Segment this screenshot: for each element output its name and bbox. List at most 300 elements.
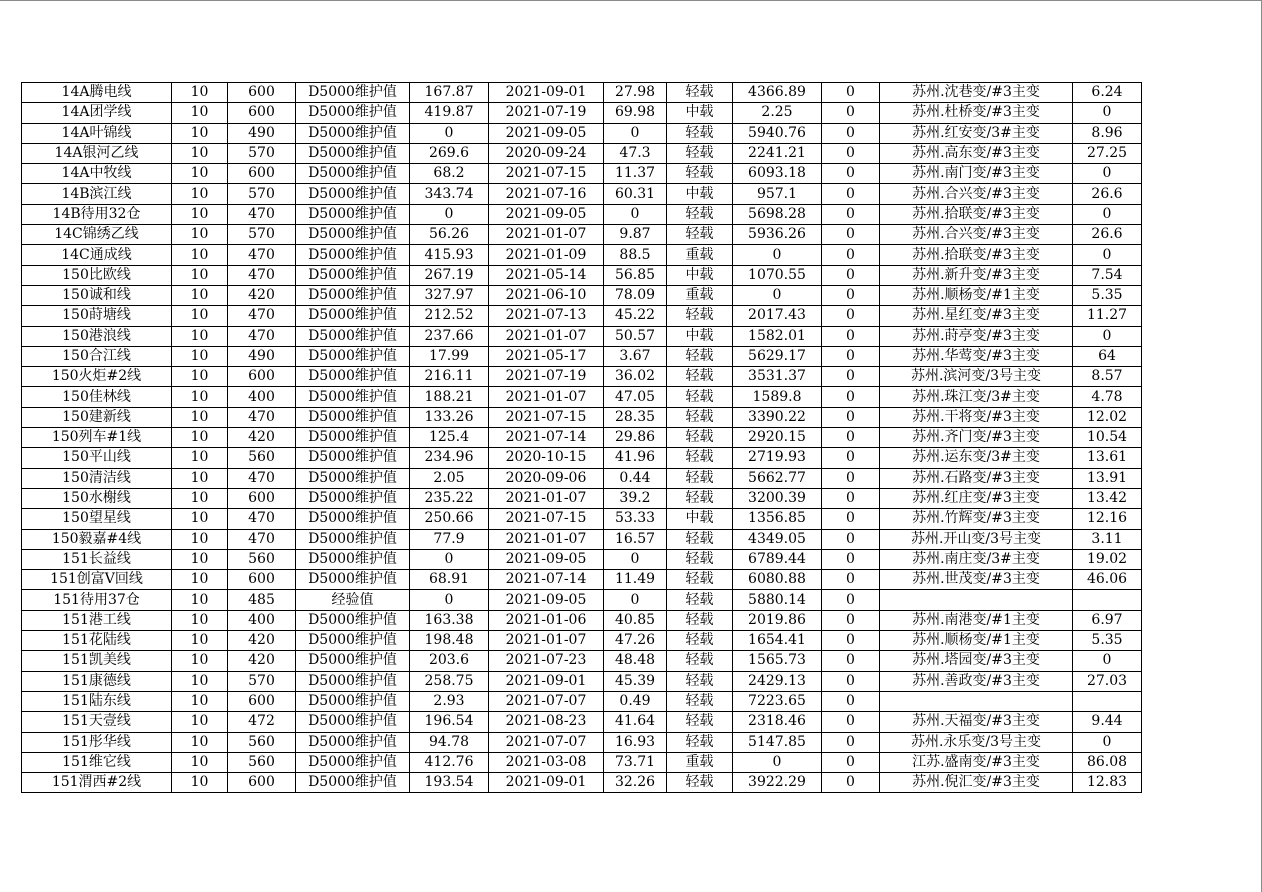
substation-cell: 苏州.石路变/#3主变 [880,468,1073,488]
rated-current-cell: 570 [228,671,296,691]
substation-cell: 苏州.新升变/#3主变 [880,265,1073,285]
voltage-cell: 10 [172,671,228,691]
date-cell: 2021-03-08 [489,752,604,772]
margin-cell: 6093.18 [733,164,822,184]
load-rate-cell: 27.98 [604,83,667,103]
value-cell: 5.35 [1073,631,1142,651]
table-row [22,509,1142,529]
date-cell: 2021-06-10 [489,285,604,305]
count-cell: 0 [822,143,880,163]
count-cell: 0 [822,651,880,671]
rated-current-cell: 570 [228,225,296,245]
substation-cell [880,691,1073,711]
value-cell: 0 [1073,103,1142,123]
source-cell: D5000维护值 [296,204,410,224]
table-row [22,367,1142,387]
current-cell: 343.74 [410,184,489,204]
margin-cell: 0 [733,285,822,305]
substation-cell: 苏州.善政变/#3主变 [880,671,1073,691]
load-rate-cell: 48.48 [604,651,667,671]
line-name-cell: 151陆东线 [22,691,172,711]
load-rate-cell: 3.67 [604,346,667,366]
substation-cell: 苏州.南庄变/3#主变 [880,549,1073,569]
rated-current-cell: 570 [228,143,296,163]
substation-cell: 苏州.合兴变/#3主变 [880,184,1073,204]
table-row [22,143,1142,163]
rated-current-cell: 600 [228,164,296,184]
rated-current-cell: 420 [228,428,296,448]
rated-current-cell: 470 [228,245,296,265]
table-row [22,570,1142,590]
current-cell: 2.93 [410,691,489,711]
margin-cell: 5629.17 [733,346,822,366]
current-cell: 167.87 [410,83,489,103]
source-cell: D5000维护值 [296,651,410,671]
voltage-cell: 10 [172,346,228,366]
table-row [22,752,1142,772]
line-name-cell: 151天壹线 [22,712,172,732]
load-status-cell: 轻载 [667,570,733,590]
load-status-cell: 轻载 [667,164,733,184]
table-row [22,590,1142,610]
count-cell: 0 [822,590,880,610]
current-cell: 196.54 [410,712,489,732]
count-cell: 0 [822,265,880,285]
substation-cell [880,590,1073,610]
voltage-cell: 10 [172,428,228,448]
load-rate-cell: 41.96 [604,448,667,468]
rated-current-cell: 490 [228,123,296,143]
value-cell: 0 [1073,164,1142,184]
rated-current-cell: 490 [228,346,296,366]
substation-cell: 苏州.滨河变/3号主变 [880,367,1073,387]
substation-cell: 苏州.竹辉变/#3主变 [880,509,1073,529]
table-row [22,225,1142,245]
count-cell: 0 [822,83,880,103]
count-cell: 0 [822,103,880,123]
table-row [22,103,1142,123]
date-cell: 2021-08-23 [489,712,604,732]
line-name-cell: 151康德线 [22,671,172,691]
source-cell: D5000维护值 [296,732,410,752]
load-rate-cell: 9.87 [604,225,667,245]
margin-cell: 2719.93 [733,448,822,468]
load-rate-cell: 45.22 [604,306,667,326]
load-rate-cell: 36.02 [604,367,667,387]
voltage-cell: 10 [172,488,228,508]
current-cell: 412.76 [410,752,489,772]
load-rate-cell: 0 [604,123,667,143]
count-cell: 0 [822,610,880,630]
count-cell: 0 [822,570,880,590]
value-cell: 64 [1073,346,1142,366]
count-cell: 0 [822,326,880,346]
load-rate-cell: 0 [604,204,667,224]
voltage-cell: 10 [172,285,228,305]
table-row [22,631,1142,651]
source-cell: D5000维护值 [296,346,410,366]
substation-cell: 苏州.高东变/#3主变 [880,143,1073,163]
load-status-cell: 轻载 [667,204,733,224]
load-rate-cell: 73.71 [604,752,667,772]
count-cell: 0 [822,306,880,326]
value-cell [1073,590,1142,610]
rated-current-cell: 470 [228,326,296,346]
source-cell: D5000维护值 [296,245,410,265]
rated-current-cell: 600 [228,488,296,508]
substation-cell: 苏州.南港变/#1主变 [880,610,1073,630]
margin-cell: 2920.15 [733,428,822,448]
load-status-cell: 轻载 [667,387,733,407]
table-row [22,651,1142,671]
load-rate-cell: 29.86 [604,428,667,448]
margin-cell: 1565.73 [733,651,822,671]
date-cell: 2021-01-09 [489,245,604,265]
line-name-cell: 151凯美线 [22,651,172,671]
current-cell: 163.38 [410,610,489,630]
count-cell: 0 [822,509,880,529]
voltage-cell: 10 [172,468,228,488]
date-cell: 2021-09-05 [489,590,604,610]
load-status-cell: 中载 [667,265,733,285]
margin-cell: 3531.37 [733,367,822,387]
value-cell: 3.11 [1073,529,1142,549]
value-cell: 12.02 [1073,407,1142,427]
rated-current-cell: 600 [228,103,296,123]
table-row [22,610,1142,630]
voltage-cell: 10 [172,529,228,549]
substation-cell: 苏州.合兴变/#3主变 [880,225,1073,245]
line-name-cell: 150港浪线 [22,326,172,346]
margin-cell: 3390.22 [733,407,822,427]
value-cell: 0 [1073,326,1142,346]
value-cell [1073,691,1142,711]
table-row [22,83,1142,103]
value-cell: 13.91 [1073,468,1142,488]
load-rate-cell: 78.09 [604,285,667,305]
load-rate-cell: 32.26 [604,773,667,793]
source-cell: D5000维护值 [296,103,410,123]
source-cell: D5000维护值 [296,773,410,793]
margin-cell: 5698.28 [733,204,822,224]
voltage-cell: 10 [172,164,228,184]
current-cell: 133.26 [410,407,489,427]
value-cell: 27.03 [1073,671,1142,691]
load-rate-cell: 50.57 [604,326,667,346]
current-cell: 258.75 [410,671,489,691]
source-cell: D5000维护值 [296,752,410,772]
load-rate-cell: 56.85 [604,265,667,285]
substation-cell: 江苏.盛南变/#3主变 [880,752,1073,772]
line-name-cell: 150毅嘉#4线 [22,529,172,549]
current-cell: 68.91 [410,570,489,590]
voltage-cell: 10 [172,143,228,163]
line-name-cell: 150合江线 [22,346,172,366]
substation-cell: 苏州.红安变/3#主变 [880,123,1073,143]
line-name-cell: 150比欧线 [22,265,172,285]
load-status-cell: 轻载 [667,691,733,711]
count-cell: 0 [822,488,880,508]
table-row [22,488,1142,508]
margin-cell: 4366.89 [733,83,822,103]
line-name-cell: 150诚和线 [22,285,172,305]
value-cell: 6.97 [1073,610,1142,630]
rated-current-cell: 470 [228,306,296,326]
source-cell: D5000维护值 [296,488,410,508]
margin-cell: 1654.41 [733,631,822,651]
margin-cell: 4349.05 [733,529,822,549]
current-cell: 68.2 [410,164,489,184]
margin-cell: 2.25 [733,103,822,123]
load-status-cell: 轻载 [667,407,733,427]
load-status-cell: 轻载 [667,773,733,793]
load-status-cell: 轻载 [667,468,733,488]
substation-cell: 苏州.杜桥变/#3主变 [880,103,1073,123]
voltage-cell: 10 [172,103,228,123]
current-cell: 216.11 [410,367,489,387]
date-cell: 2021-01-07 [489,529,604,549]
date-cell: 2020-09-24 [489,143,604,163]
date-cell: 2021-09-01 [489,773,604,793]
substation-cell: 苏州.拾联变/#3主变 [880,245,1073,265]
table-row [22,428,1142,448]
substation-cell: 苏州.珠江变/3#主变 [880,387,1073,407]
source-cell: D5000维护值 [296,306,410,326]
source-cell: D5000维护值 [296,225,410,245]
load-status-cell: 中载 [667,184,733,204]
voltage-cell: 10 [172,123,228,143]
current-cell: 250.66 [410,509,489,529]
source-cell: D5000维护值 [296,712,410,732]
date-cell: 2021-07-15 [489,509,604,529]
load-status-cell: 中载 [667,509,733,529]
load-rate-cell: 0.49 [604,691,667,711]
source-cell: D5000维护值 [296,164,410,184]
margin-cell: 5940.76 [733,123,822,143]
load-rate-cell: 47.3 [604,143,667,163]
load-rate-cell: 16.57 [604,529,667,549]
value-cell: 11.27 [1073,306,1142,326]
current-cell: 235.22 [410,488,489,508]
load-status-cell: 轻载 [667,631,733,651]
count-cell: 0 [822,123,880,143]
value-cell: 86.08 [1073,752,1142,772]
source-cell: D5000维护值 [296,407,410,427]
count-cell: 0 [822,773,880,793]
source-cell: D5000维护值 [296,387,410,407]
voltage-cell: 10 [172,265,228,285]
load-status-cell: 轻载 [667,346,733,366]
rated-current-cell: 560 [228,752,296,772]
source-cell: D5000维护值 [296,184,410,204]
value-cell: 8.96 [1073,123,1142,143]
date-cell: 2021-07-07 [489,691,604,711]
load-status-cell: 轻载 [667,367,733,387]
load-rate-cell: 11.37 [604,164,667,184]
value-cell: 26.6 [1073,225,1142,245]
current-cell: 17.99 [410,346,489,366]
value-cell: 13.42 [1073,488,1142,508]
current-cell: 125.4 [410,428,489,448]
load-rate-cell: 0 [604,590,667,610]
table-row [22,691,1142,711]
voltage-cell: 10 [172,448,228,468]
value-cell: 4.78 [1073,387,1142,407]
current-cell: 327.97 [410,285,489,305]
table-row [22,285,1142,305]
date-cell: 2021-07-07 [489,732,604,752]
date-cell: 2021-09-01 [489,83,604,103]
margin-cell: 6789.44 [733,549,822,569]
load-rate-cell: 53.33 [604,509,667,529]
rated-current-cell: 560 [228,549,296,569]
table-row [22,164,1142,184]
line-name-cell: 14A叶锦线 [22,123,172,143]
line-name-cell: 14C锦绣乙线 [22,225,172,245]
voltage-cell: 10 [172,631,228,651]
rated-current-cell: 470 [228,265,296,285]
load-rate-cell: 45.39 [604,671,667,691]
line-name-cell: 151花陆线 [22,631,172,651]
substation-cell: 苏州.南门变/#3主变 [880,164,1073,184]
line-name-cell: 14B待用32仓 [22,204,172,224]
table-row [22,326,1142,346]
source-cell: D5000维护值 [296,610,410,630]
current-cell: 269.6 [410,143,489,163]
date-cell: 2021-01-07 [489,225,604,245]
voltage-cell: 10 [172,184,228,204]
voltage-cell: 10 [172,367,228,387]
margin-cell: 5880.14 [733,590,822,610]
substation-cell: 苏州.莳亭变/#3主变 [880,326,1073,346]
substation-cell: 苏州.干将变/#3主变 [880,407,1073,427]
voltage-cell: 10 [172,732,228,752]
load-rate-cell: 88.5 [604,245,667,265]
line-name-cell: 150莳塘线 [22,306,172,326]
count-cell: 0 [822,164,880,184]
source-cell: D5000维护值 [296,143,410,163]
line-name-cell: 150水榭线 [22,488,172,508]
current-cell: 212.52 [410,306,489,326]
margin-cell: 0 [733,245,822,265]
substation-cell: 苏州.红庄变/#3主变 [880,488,1073,508]
margin-cell: 3200.39 [733,488,822,508]
substation-cell: 苏州.顺杨变/#1主变 [880,285,1073,305]
rated-current-cell: 472 [228,712,296,732]
line-name-cell: 150列车#1线 [22,428,172,448]
current-cell: 77.9 [410,529,489,549]
date-cell: 2021-01-07 [489,326,604,346]
date-cell: 2021-07-16 [489,184,604,204]
table-row [22,407,1142,427]
margin-cell: 6080.88 [733,570,822,590]
table-body [22,83,1142,793]
value-cell: 0 [1073,204,1142,224]
current-cell: 415.93 [410,245,489,265]
count-cell: 0 [822,752,880,772]
table-row [22,245,1142,265]
rated-current-cell: 400 [228,610,296,630]
rated-current-cell: 600 [228,773,296,793]
count-cell: 0 [822,367,880,387]
rated-current-cell: 470 [228,468,296,488]
margin-cell: 5147.85 [733,732,822,752]
margin-cell: 3922.29 [733,773,822,793]
substation-cell: 苏州.永乐变/3号主变 [880,732,1073,752]
date-cell: 2021-07-23 [489,651,604,671]
load-rate-cell: 47.05 [604,387,667,407]
current-cell: 0 [410,204,489,224]
date-cell: 2021-05-17 [489,346,604,366]
value-cell: 0 [1073,245,1142,265]
load-status-cell: 轻载 [667,83,733,103]
load-status-cell: 轻载 [667,671,733,691]
substation-cell: 苏州.天福变/#3主变 [880,712,1073,732]
voltage-cell: 10 [172,590,228,610]
table-row [22,123,1142,143]
count-cell: 0 [822,468,880,488]
substation-cell: 苏州.开山变/3号主变 [880,529,1073,549]
line-name-cell: 150平山线 [22,448,172,468]
date-cell: 2021-01-07 [489,387,604,407]
load-status-cell: 轻载 [667,225,733,245]
load-status-cell: 轻载 [667,590,733,610]
load-status-cell: 轻载 [667,549,733,569]
table-row [22,306,1142,326]
table-row [22,468,1142,488]
load-rate-cell: 28.35 [604,407,667,427]
count-cell: 0 [822,549,880,569]
source-cell: D5000维护值 [296,509,410,529]
voltage-cell: 10 [172,326,228,346]
value-cell: 12.83 [1073,773,1142,793]
page-top-edge [0,0,1262,1]
rated-current-cell: 600 [228,83,296,103]
rated-current-cell: 485 [228,590,296,610]
load-rate-cell: 39.2 [604,488,667,508]
line-name-cell: 151长益线 [22,549,172,569]
value-cell: 13.61 [1073,448,1142,468]
date-cell: 2021-07-15 [489,407,604,427]
voltage-cell: 10 [172,245,228,265]
substation-cell: 苏州.星红变/#3主变 [880,306,1073,326]
date-cell: 2021-07-13 [489,306,604,326]
current-cell: 188.21 [410,387,489,407]
rated-current-cell: 420 [228,651,296,671]
margin-cell: 2318.46 [733,712,822,732]
margin-cell: 5662.77 [733,468,822,488]
date-cell: 2021-09-05 [489,123,604,143]
substation-cell: 苏州.塔园变/#3主变 [880,651,1073,671]
load-status-cell: 轻载 [667,306,733,326]
current-cell: 0 [410,549,489,569]
margin-cell: 1356.85 [733,509,822,529]
count-cell: 0 [822,225,880,245]
date-cell: 2021-05-14 [489,265,604,285]
margin-cell: 2241.21 [733,143,822,163]
rated-current-cell: 600 [228,367,296,387]
voltage-cell: 10 [172,407,228,427]
current-cell: 94.78 [410,732,489,752]
value-cell: 26.6 [1073,184,1142,204]
voltage-cell: 10 [172,610,228,630]
count-cell: 0 [822,448,880,468]
count-cell: 0 [822,631,880,651]
line-name-cell: 150望星线 [22,509,172,529]
voltage-cell: 10 [172,773,228,793]
count-cell: 0 [822,529,880,549]
value-cell: 6.24 [1073,83,1142,103]
